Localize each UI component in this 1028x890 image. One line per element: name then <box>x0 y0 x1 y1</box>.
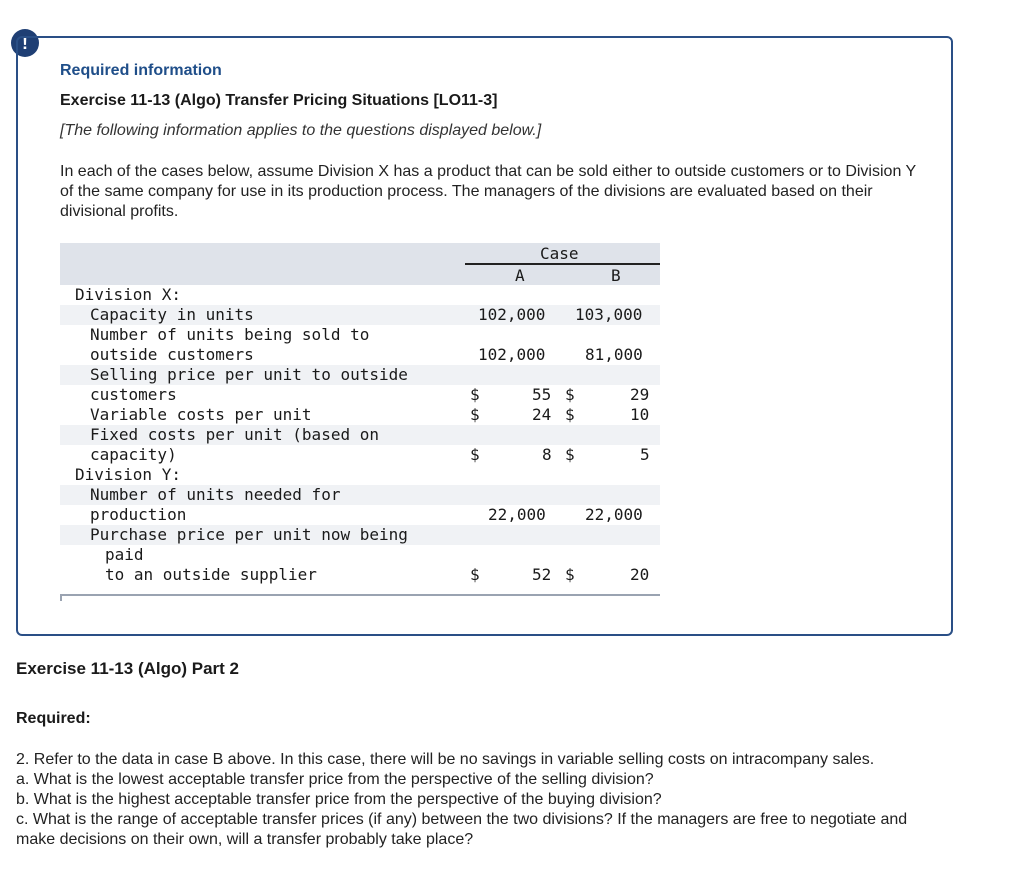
currency-sign: $ <box>470 445 480 464</box>
division-y-label: Division Y: <box>75 465 181 484</box>
currency-sign: $ <box>565 405 575 424</box>
selling-price-label: Selling price per unit to outside <box>90 365 408 384</box>
question-2: 2. Refer to the data in case B above. In this case, there will be no savings in variable selling costs on intracompany sales. <box>16 751 875 768</box>
currency-sign: $ <box>565 565 575 584</box>
variable-costs-a: 24 <box>532 405 552 424</box>
units-needed-a: 22,000 <box>488 505 546 524</box>
column-b-header: B <box>611 266 621 285</box>
division-x-label: Division X: <box>75 285 181 304</box>
units-needed-label: Number of units needed for <box>90 485 341 504</box>
purchase-price-b: 20 <box>630 565 650 584</box>
selling-price-b: 29 <box>630 385 650 404</box>
case-header-rule <box>465 263 660 265</box>
units-needed-b: 22,000 <box>585 505 643 524</box>
fixed-costs-label: Fixed costs per unit (based on <box>90 425 379 444</box>
fixed-costs-label: capacity) <box>90 445 177 464</box>
alert-icon: ! <box>11 29 39 57</box>
capacity-b: 103,000 <box>575 305 643 324</box>
intro-paragraph: In each of the cases below, assume Division X has a product that can be sold either to outside customers or to Division Y of the same company for use in its production process. The managers of the divisions are evaluated based on their divisional profits. <box>60 163 916 220</box>
fixed-costs-a: 8 <box>542 445 552 464</box>
transfer-pricing-table <box>60 243 660 601</box>
exercise-title: Exercise 11-13 (Algo) Transfer Pricing Situations [LO11-3] <box>60 92 498 109</box>
currency-sign: $ <box>470 385 480 404</box>
units-sold-b: 81,000 <box>585 345 643 364</box>
table-bottom-rule <box>60 594 660 596</box>
question-b: b. What is the highest acceptable transfer price from the perspective of the buying division? <box>16 791 662 808</box>
question-a: a. What is the lowest acceptable transfer price from the perspective of the selling division? <box>16 771 654 788</box>
purchase-price-label: to an outside supplier <box>105 565 317 584</box>
part-title: Exercise 11-13 (Algo) Part 2 <box>16 659 240 678</box>
units-sold-label: outside customers <box>90 345 254 364</box>
purchase-price-label: paid <box>105 545 144 564</box>
currency-sign: $ <box>470 565 480 584</box>
questions <box>16 750 936 850</box>
units-needed-label: production <box>90 505 187 524</box>
required-information-heading: Required information <box>60 62 222 79</box>
units-sold-a: 102,000 <box>478 345 546 364</box>
selling-price-a: 55 <box>532 385 552 404</box>
purchase-price-a: 52 <box>532 565 552 584</box>
currency-sign: $ <box>565 385 575 404</box>
variable-costs-label: Variable costs per unit <box>90 405 312 424</box>
units-sold-label: Number of units being sold to <box>90 325 370 344</box>
currency-sign: $ <box>470 405 480 424</box>
fixed-costs-b: 5 <box>640 445 650 464</box>
question-c: c. What is the range of acceptable transfer prices (if any) between the two divisions? If the managers are free to negotiate and make decisions on their own, will a transfer probably take place? <box>16 811 908 848</box>
selling-price-label: customers <box>90 385 177 404</box>
table-bottom-rule-tick <box>60 594 62 601</box>
column-a-header: A <box>515 266 525 285</box>
case-header: Case <box>540 244 579 263</box>
capacity-a: 102,000 <box>478 305 546 324</box>
exercise-note: [The following information applies to the questions displayed below.] <box>60 122 542 139</box>
currency-sign: $ <box>565 445 575 464</box>
purchase-price-label: Purchase price per unit now being <box>90 525 408 544</box>
capacity-label: Capacity in units <box>90 305 254 324</box>
variable-costs-b: 10 <box>630 405 650 424</box>
required-label: Required: <box>16 710 91 727</box>
